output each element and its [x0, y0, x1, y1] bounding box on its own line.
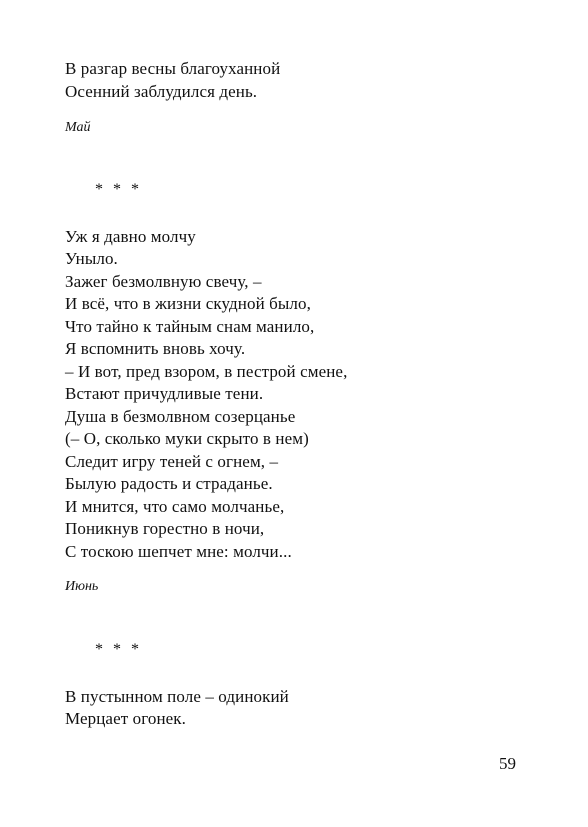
poem-line: В разгар весны благоуханной — [65, 59, 281, 78]
poem-line: Следит игру теней с огнем, – — [65, 452, 279, 471]
poem-line: (– О, сколько муки скрыто в нем) — [65, 429, 309, 448]
section-separator: * * * — [95, 181, 142, 198]
poem-line: Осенний заблудился день. — [65, 82, 258, 101]
section-separator: * * * — [95, 641, 142, 658]
poem-line: Уж я давно молчу — [65, 227, 196, 246]
poem-line: Встают причудливые тени. — [65, 384, 264, 403]
poem-line: Я вспомнить вновь хочу. — [65, 339, 246, 358]
poem-date: Июнь — [65, 579, 99, 594]
poem-line: Душа в безмолвном созерцанье — [65, 407, 296, 426]
poem-line: И мнится, что само молчанье, — [65, 497, 285, 516]
poem-line: Мерцает огонек. — [65, 709, 187, 728]
poem-line: Поникнув горестно в ночи, — [65, 519, 265, 538]
poem-line: В пустынном поле – одинокий — [65, 687, 289, 706]
poem-line: Былую радость и страданье. — [65, 474, 273, 493]
poem-line: С тоскою шепчет мне: молчи... — [65, 542, 292, 561]
page-number: 59 — [499, 754, 516, 773]
poem-line: Уныло. — [65, 249, 118, 268]
poem-line: Зажег безмолвную свечу, – — [65, 272, 262, 291]
poem-date: Май — [65, 120, 91, 135]
poem-line: Что тайно к тайным снам манило, — [65, 317, 315, 336]
poem-line: – И вот, пред взором, в пестрой смене, — [65, 362, 348, 381]
poem-line: И всё, что в жизни скудной было, — [65, 294, 311, 313]
